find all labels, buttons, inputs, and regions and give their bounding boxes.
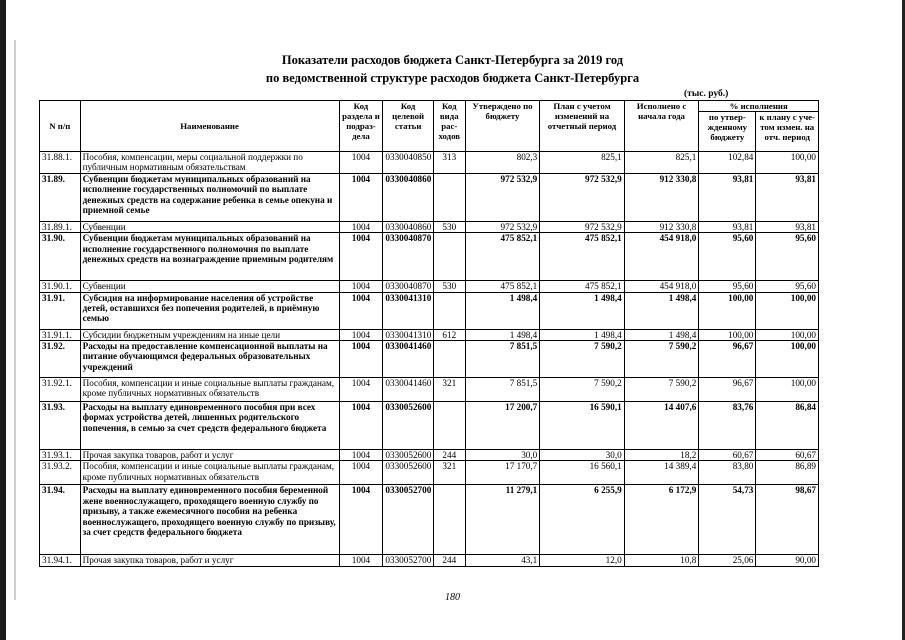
- row-pct-approved-cell: 83,76: [699, 402, 756, 450]
- row-approved-cell: 30,0: [465, 450, 540, 461]
- row-plan-cell: 475 852,1: [540, 233, 624, 281]
- row-number-cell: 31.91.: [40, 292, 81, 329]
- row-approved-cell: 475 852,1: [465, 233, 540, 281]
- row-pct-approved-cell: 100,00: [699, 329, 756, 340]
- row-pct-approved-cell: 95,60: [699, 233, 756, 281]
- row-type-cell: 530: [433, 221, 465, 232]
- table-row: [40, 402, 819, 450]
- row-plan-cell: 30,0: [540, 450, 624, 461]
- row-number-cell: 31.90.1.: [40, 281, 81, 292]
- row-pct-plan-cell: 100,00: [756, 152, 819, 174]
- budget-table: [39, 100, 819, 567]
- row-plan-cell: 972 532,9: [540, 173, 624, 221]
- row-section-cell: 1004: [339, 329, 383, 340]
- row-section-cell: 1004: [339, 450, 383, 461]
- row-executed-cell: 18,2: [624, 450, 699, 461]
- row-executed-cell: 912 330,8: [624, 173, 699, 221]
- row-target-cell: 0330052700: [383, 555, 433, 566]
- units-label: (тыс. руб.): [684, 89, 729, 99]
- row-pct-plan-cell: 98,67: [756, 485, 819, 555]
- row-pct-plan-cell: 100,00: [756, 292, 819, 329]
- row-type-cell: [433, 292, 465, 329]
- row-type-cell: 612: [433, 329, 465, 340]
- header-pct-group: % исполнения: [699, 101, 819, 112]
- row-pct-plan-cell: 90,00: [756, 555, 819, 566]
- row-section-cell: 1004: [339, 173, 383, 221]
- row-type-cell: 244: [433, 555, 465, 566]
- row-type-cell: 321: [433, 378, 465, 402]
- row-pct-approved-cell: 96,67: [699, 378, 756, 402]
- row-plan-cell: 16 560,1: [540, 461, 624, 485]
- row-section-cell: 1004: [339, 152, 383, 174]
- document-title: Показатели расходов бюджета Санкт-Петербурга за 2019 год: [281, 53, 624, 67]
- row-number-cell: 31.92.1.: [40, 378, 81, 402]
- row-executed-cell: 912 330,8: [624, 221, 699, 232]
- row-approved-cell: 972 532,9: [465, 221, 540, 232]
- row-approved-cell: 475 852,1: [465, 281, 540, 292]
- table-row: [40, 292, 819, 329]
- table-row: [40, 450, 819, 461]
- row-type-cell: [433, 233, 465, 281]
- scan-edge-left: [0, 0, 6, 640]
- row-pct-plan-cell: 100,00: [756, 329, 819, 340]
- row-name-cell: Субвенции бюджетам муниципальных образований на исполнение государственных полномочий по выплате денежных средств на содержание ребенка в семье опекуна и приемной семье: [80, 173, 339, 221]
- row-executed-cell: 454 918,0: [624, 233, 699, 281]
- row-approved-cell: 802,3: [465, 152, 540, 174]
- row-plan-cell: 7 590,2: [540, 341, 624, 378]
- row-number-cell: 31.94.: [40, 485, 81, 555]
- row-number-cell: 31.90.: [40, 233, 81, 281]
- header-target-code: Код целевой статьи: [383, 101, 433, 152]
- row-name-cell: Субсидии бюджетным учреждениям на иные цели: [80, 329, 339, 340]
- header-name: Наименование: [80, 101, 339, 152]
- row-name-cell: Субвенции бюджетам муниципальных образований на исполнение государственного полномочия по выплате денежных средств на вознаграждение приемным родителям: [80, 233, 339, 281]
- row-type-cell: 244: [433, 450, 465, 461]
- row-number-cell: 31.93.2.: [40, 461, 81, 485]
- row-pct-plan-cell: 100,00: [756, 341, 819, 378]
- row-pct-plan-cell: 60,67: [756, 450, 819, 461]
- row-executed-cell: 7 590,2: [624, 341, 699, 378]
- row-executed-cell: 825,1: [624, 152, 699, 174]
- row-type-cell: 321: [433, 461, 465, 485]
- row-target-cell: 0330040860: [383, 221, 433, 232]
- row-name-cell: Пособия, компенсации и иные социальные выплаты гражданам, кроме публичных нормативных обязательств: [80, 378, 339, 402]
- page-number: 180: [445, 592, 460, 603]
- row-pct-plan-cell: 86,84: [756, 402, 819, 450]
- table-row: [40, 221, 819, 232]
- row-section-cell: 1004: [339, 402, 383, 450]
- row-type-cell: [433, 402, 465, 450]
- row-pct-plan-cell: 95,60: [756, 281, 819, 292]
- table-row: [40, 485, 819, 555]
- row-target-cell: 0330040870: [383, 233, 433, 281]
- row-pct-approved-cell: 54,73: [699, 485, 756, 555]
- row-type-cell: [433, 173, 465, 221]
- row-name-cell: Пособия, компенсации и иные социальные выплаты гражданам, кроме публичных нормативных обязательств: [80, 461, 339, 485]
- row-plan-cell: 16 590,1: [540, 402, 624, 450]
- row-executed-cell: 10,8: [624, 555, 699, 566]
- row-pct-plan-cell: 86,89: [756, 461, 819, 485]
- row-name-cell: Пособия, компенсации, меры социальной поддержки по публичным нормативным обязательствам: [80, 152, 339, 174]
- row-target-cell: 0330041310: [383, 292, 433, 329]
- row-executed-cell: 14 407,6: [624, 402, 699, 450]
- row-approved-cell: 11 279,1: [465, 485, 540, 555]
- row-plan-cell: 475 852,1: [540, 281, 624, 292]
- row-executed-cell: 14 389,4: [624, 461, 699, 485]
- row-type-cell: [433, 485, 465, 555]
- row-plan-cell: 12,0: [540, 555, 624, 566]
- row-target-cell: 0330041460: [383, 378, 433, 402]
- table-row: [40, 341, 819, 378]
- scan-edge-shadow: [14, 40, 16, 600]
- row-pct-approved-cell: 96,67: [699, 341, 756, 378]
- row-executed-cell: 454 918,0: [624, 281, 699, 292]
- row-number-cell: 31.91.1.: [40, 329, 81, 340]
- row-target-cell: 0330052700: [383, 485, 433, 555]
- row-executed-cell: 1 498,4: [624, 292, 699, 329]
- row-pct-plan-cell: 100,00: [756, 378, 819, 402]
- row-approved-cell: 7 851,5: [465, 341, 540, 378]
- table-row: [40, 329, 819, 340]
- row-section-cell: 1004: [339, 292, 383, 329]
- row-pct-approved-cell: 93,81: [699, 221, 756, 232]
- row-plan-cell: 1 498,4: [540, 329, 624, 340]
- row-target-cell: 0330052600: [383, 461, 433, 485]
- table-row: [40, 555, 819, 566]
- table-row: [40, 281, 819, 292]
- table-row: [40, 173, 819, 221]
- header-pct-plan: к плану с уче-том измен. на отч. период: [756, 112, 819, 152]
- row-number-cell: 31.92.: [40, 341, 81, 378]
- row-name-cell: Расходы на выплату единовременного пособия беременной жене военнослужащего, проходящего военную службу по призыву, а также ежемесячного пособия на ребенка военнослужащего, проходящего военную службу по призыву, за счет средств федерального бюджета: [80, 485, 339, 555]
- row-name-cell: Субсидия на информирование населения об устройстве детей, оставшихся без попечения родителей, в приёмную семью: [80, 292, 339, 329]
- row-section-cell: 1004: [339, 221, 383, 232]
- row-target-cell: 0330052600: [383, 402, 433, 450]
- row-approved-cell: 43,1: [465, 555, 540, 566]
- row-target-cell: 0330040850: [383, 152, 433, 174]
- row-number-cell: 31.89.: [40, 173, 81, 221]
- row-name-cell: Субвенции: [80, 221, 339, 232]
- header-num: N п/п: [40, 101, 81, 152]
- row-approved-cell: 17 200,7: [465, 402, 540, 450]
- header-expense-type: Код вида рас-ходов: [433, 101, 465, 152]
- table-row: [40, 378, 819, 402]
- row-plan-cell: 1 498,4: [540, 292, 624, 329]
- row-plan-cell: 6 255,9: [540, 485, 624, 555]
- document-subtitle: по ведомственной структуре расходов бюджета Санкт-Петербурга: [265, 71, 640, 85]
- row-number-cell: 31.88.1.: [40, 152, 81, 174]
- row-number-cell: 31.94.1.: [40, 555, 81, 566]
- row-pct-approved-cell: 100,00: [699, 292, 756, 329]
- row-pct-plan-cell: 93,81: [756, 173, 819, 221]
- row-section-cell: 1004: [339, 233, 383, 281]
- row-name-cell: Расходы на выплату единовременного пособия при всех формах устройства детей, лишенных родительского попечения, в семью за счет средств федерального бюджета: [80, 402, 339, 450]
- row-type-cell: 530: [433, 281, 465, 292]
- header-plan: План с учетом изменений на отчетный период: [540, 101, 624, 152]
- row-pct-plan-cell: 93,81: [756, 221, 819, 232]
- row-name-cell: Прочая закупка товаров, работ и услуг: [80, 555, 339, 566]
- row-approved-cell: 7 851,5: [465, 378, 540, 402]
- row-executed-cell: 7 590,2: [624, 378, 699, 402]
- row-approved-cell: 972 532,9: [465, 173, 540, 221]
- table-row: [40, 152, 819, 174]
- row-type-cell: 313: [433, 152, 465, 174]
- row-pct-approved-cell: 93,81: [699, 173, 756, 221]
- table-row: [40, 233, 819, 281]
- row-plan-cell: 825,1: [540, 152, 624, 174]
- row-target-cell: 0330040860: [383, 173, 433, 221]
- row-number-cell: 31.93.1.: [40, 450, 81, 461]
- row-plan-cell: 972 532,9: [540, 221, 624, 232]
- row-executed-cell: 1 498,4: [624, 329, 699, 340]
- header-section-code: Код раздела и подраз-дела: [339, 101, 383, 152]
- header-pct-approved: по утвер-жденному бюджету: [699, 112, 756, 152]
- row-pct-approved-cell: 102,84: [699, 152, 756, 174]
- row-name-cell: Расходы на предоставление компенсационной выплаты на питание обучающимся федеральных образовательных учреждений: [80, 341, 339, 378]
- row-target-cell: 0330052600: [383, 450, 433, 461]
- row-section-cell: 1004: [339, 485, 383, 555]
- row-target-cell: 0330040870: [383, 281, 433, 292]
- row-target-cell: 0330041310: [383, 329, 433, 340]
- row-section-cell: 1004: [339, 281, 383, 292]
- row-pct-approved-cell: 25,06: [699, 555, 756, 566]
- row-section-cell: 1004: [339, 555, 383, 566]
- row-type-cell: [433, 341, 465, 378]
- row-approved-cell: 1 498,4: [465, 329, 540, 340]
- row-name-cell: Субвенции: [80, 281, 339, 292]
- row-number-cell: 31.89.1.: [40, 221, 81, 232]
- row-pct-plan-cell: 95,60: [756, 233, 819, 281]
- row-pct-approved-cell: 95,60: [699, 281, 756, 292]
- header-approved: Утверждено по бюджету: [465, 101, 540, 152]
- row-plan-cell: 7 590,2: [540, 378, 624, 402]
- row-section-cell: 1004: [339, 341, 383, 378]
- row-section-cell: 1004: [339, 461, 383, 485]
- row-target-cell: 0330041460: [383, 341, 433, 378]
- table-row: [40, 461, 819, 485]
- row-number-cell: 31.93.: [40, 402, 81, 450]
- row-name-cell: Прочая закупка товаров, работ и услуг: [80, 450, 339, 461]
- row-pct-approved-cell: 83,80: [699, 461, 756, 485]
- row-approved-cell: 17 170,7: [465, 461, 540, 485]
- row-pct-approved-cell: 60,67: [699, 450, 756, 461]
- row-executed-cell: 6 172,9: [624, 485, 699, 555]
- row-approved-cell: 1 498,4: [465, 292, 540, 329]
- header-executed: Исполнено с начала года: [624, 101, 699, 152]
- row-section-cell: 1004: [339, 378, 383, 402]
